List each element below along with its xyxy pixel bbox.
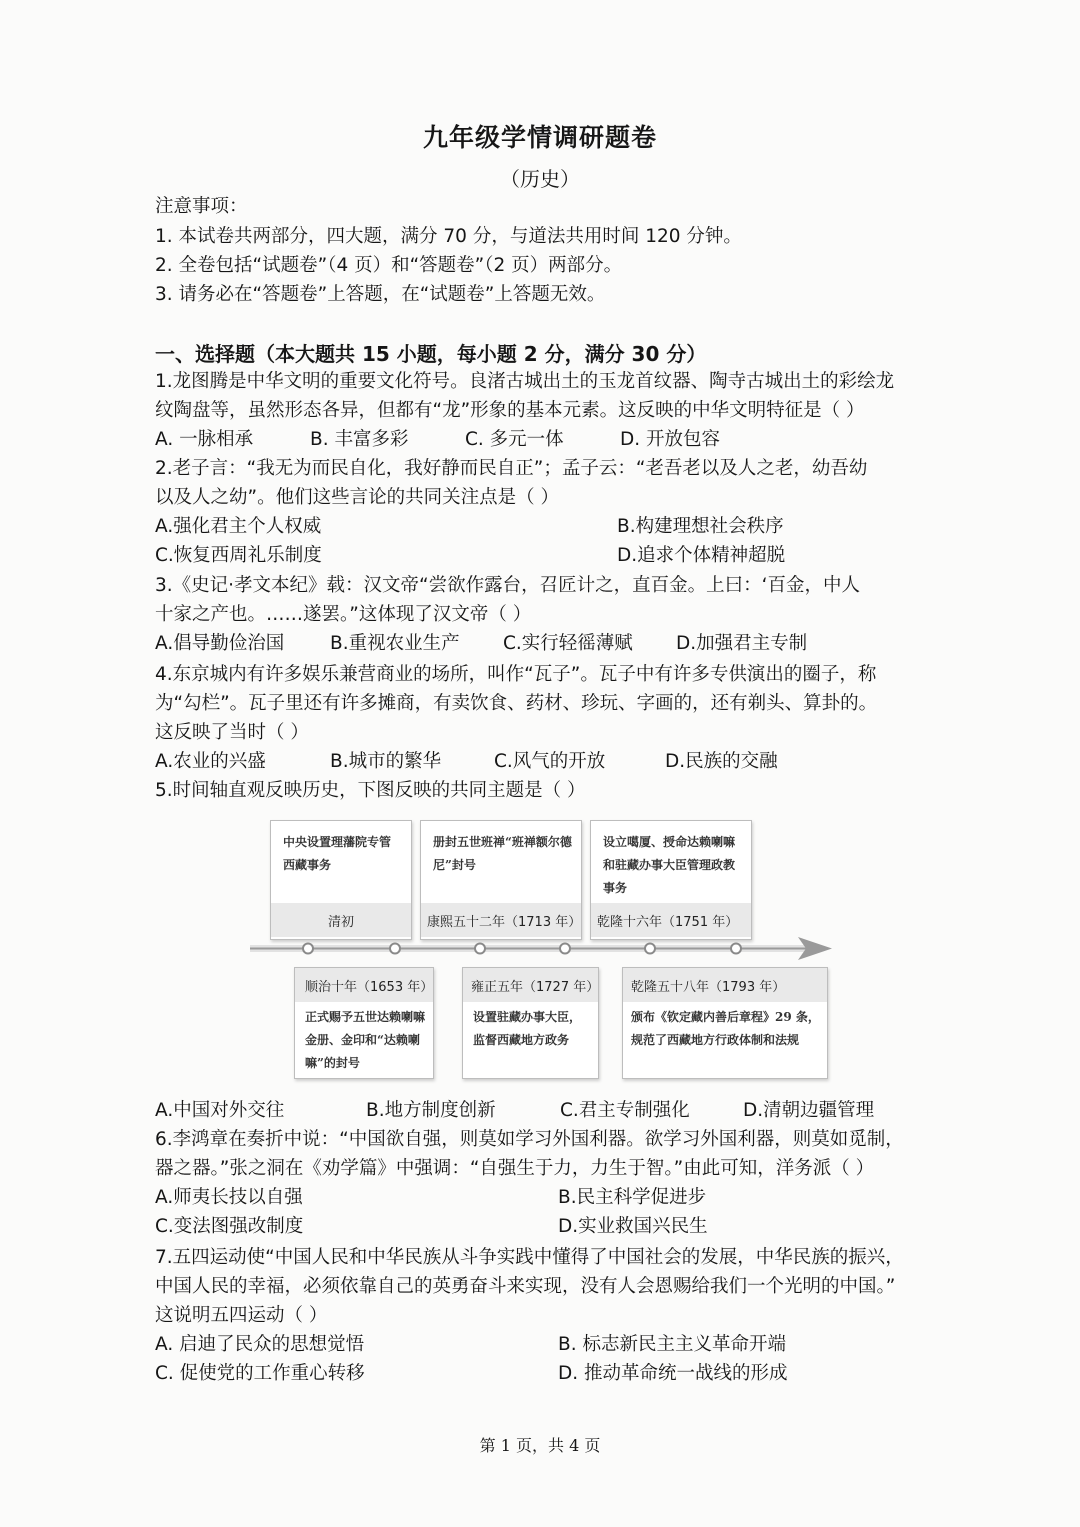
q1-option-a: A. 一脉相承 <box>155 429 254 450</box>
question-4-line: 这反映了当时（ ） <box>155 722 309 743</box>
question-7-line: 7.五四运动使“中国人民和中华民族从斗争实践中懂得了中国社会的发展，中华民族的振兴， <box>155 1247 904 1268</box>
q3-option-d: D.加强君主专制 <box>676 633 808 654</box>
timeline-event-text: 册封五世班禅“班禅额尔德尼”封号 <box>433 835 572 872</box>
q7-option-d: D. 推动革命统一战线的形成 <box>558 1363 788 1384</box>
q4-option-b: B.城市的繁华 <box>330 751 442 772</box>
q5-option-a: A.中国对外交往 <box>155 1100 285 1121</box>
notes-heading: 注意事项： <box>155 196 248 217</box>
q6-option-a: A.师夷长技以自强 <box>155 1187 303 1208</box>
timeline-event-text: 设立噶厦、授命达赖喇嘛和驻藏办事大臣管理政教事务 <box>603 835 736 895</box>
q4-option-c: C.风气的开放 <box>494 751 606 772</box>
q1-option-d: D. 开放包容 <box>620 429 721 450</box>
q7-option-a: A. 启迪了民众的思想觉悟 <box>155 1334 365 1355</box>
timeline-date-label: 雍正五年（1727 年） <box>471 980 600 995</box>
q6-option-c: C.变法图强改制度 <box>155 1216 304 1237</box>
q3-option-b: B.重视农业生产 <box>330 633 460 654</box>
timeline-card-bottom-2 <box>462 967 599 1079</box>
timeline-card-top-3 <box>590 820 752 940</box>
question-6-line: 器之器。”张之洞在《劝学篇》中强调：“自强生于力，力生于智。”由此可知，洋务派（ ） <box>155 1158 875 1179</box>
q5-option-d: D.清朝边疆管理 <box>743 1100 875 1121</box>
page-subtitle: （历史） <box>500 167 580 191</box>
question-5-line: 5.时间轴直观反映历史，下图反映的共同主题是（ ） <box>155 780 586 801</box>
timeline-card-bottom-3 <box>622 967 828 1079</box>
question-6-line: 6.李鸿章在奏折中说：“中国欲自强，则莫如学习外国利器。欲学习外国利器，则莫如觅制， <box>155 1129 904 1150</box>
q2-option-b: B.构建理想社会秩序 <box>617 516 784 537</box>
question-1-line: 1.龙图腾是中华文明的重要文化符号。良渚古城出土的玉龙首纹器、陶寺古城出土的彩绘龙 <box>155 371 895 392</box>
timeline-date-label: 康熙五十二年（1713 年） <box>427 915 582 930</box>
page-number: 第 1 页，共 4 页 <box>479 1436 601 1455</box>
timeline-date-label: 清初 <box>327 915 354 930</box>
timeline-card-top-2 <box>420 820 582 940</box>
section-heading: 一、选择题（本大题共 15 小题，每小题 2 分，满分 30 分） <box>155 342 707 366</box>
timeline-event-text: 设置驻藏办事大臣，监督西藏地方政务 <box>473 1010 582 1047</box>
question-4-line: 为“勾栏”。瓦子里还有许多摊商，有卖饮食、药材、珍玩、字画的，还有剃头、算卦的。 <box>155 693 878 714</box>
timeline-event-text: 正式赐予五世达赖喇嘛金册、金印和“达赖喇嘛”的封号 <box>305 1010 426 1070</box>
q4-option-a: A.农业的兴盛 <box>155 751 266 772</box>
timeline-node <box>303 944 313 954</box>
question-7-line: 中国人民的幸福，必须依靠自己的英勇奋斗来实现，没有人会恩赐给我们一个光明的中国。” <box>155 1276 896 1297</box>
question-2-line: 以及人之幼”。他们这些言论的共同关注点是（ ） <box>155 487 559 508</box>
q5-option-b: B.地方制度创新 <box>366 1100 496 1121</box>
question-3-line: 3.《史记·孝文本纪》载：汉文帝“尝欲作露台，召匠计之，直百金。上曰：‘百金，中人 <box>155 575 860 596</box>
timeline-node <box>475 944 485 954</box>
timeline-card-top-1 <box>270 820 412 940</box>
note-item: 3. 请务必在“答题卷”上答题，在“试题卷”上答题无效。 <box>155 284 606 305</box>
page-title: 九年级学情调研题卷 <box>422 123 657 152</box>
q7-option-c: C. 促使党的工作重心转移 <box>155 1363 365 1384</box>
question-3-line: 十家之产也。……遂罢。”这体现了汉文帝（ ） <box>155 604 532 625</box>
timeline-date-label: 乾隆五十八年（1793 年） <box>631 980 786 995</box>
timeline-node <box>645 944 655 954</box>
note-item: 2. 全卷包括“试题卷”（4 页）和“答题卷”（2 页）两部分。 <box>155 255 623 276</box>
timeline-node <box>560 944 570 954</box>
note-item: 1. 本试卷共两部分，四大题，满分 70 分，与道法共用时间 120 分钟。 <box>155 226 742 247</box>
timeline-card-bottom-1 <box>294 967 434 1079</box>
q7-option-b: B. 标志新民主主义革命开端 <box>558 1334 786 1355</box>
q3-option-a: A.倡导勤俭治国 <box>155 633 285 654</box>
timeline-event-text: 中央设置理藩院专管西藏事务 <box>283 835 392 872</box>
timeline-node <box>731 944 741 954</box>
q1-option-c: C. 多元一体 <box>465 429 564 450</box>
timeline-date-label: 顺治十年（1653 年） <box>305 980 434 995</box>
q6-option-b: B.民主科学促进步 <box>558 1187 707 1208</box>
q2-option-c: C.恢复西周礼乐制度 <box>155 545 322 566</box>
timeline-figure <box>250 815 850 1085</box>
question-1-line: 纹陶盘等，虽然形态各异，但都有“龙”形象的基本元素。这反映的中华文明特征是（ ） <box>155 400 865 421</box>
timeline-event-text: 颁布《钦定藏内善后章程》29 条，规范了西藏地方行政体制和法规 <box>631 1010 820 1047</box>
timeline-axis <box>250 935 850 965</box>
q6-option-d: D.实业救国兴民生 <box>558 1216 708 1237</box>
question-4-line: 4.东京城内有许多娱乐兼营商业的场所，叫作“瓦子”。瓦子中有许多专供演出的圈子，称 <box>155 664 877 685</box>
q5-option-c: C.君主专制强化 <box>560 1100 690 1121</box>
q2-option-d: D.追求个体精神超脱 <box>617 545 786 566</box>
timeline-node <box>390 944 400 954</box>
question-7-line: 这说明五四运动（ ） <box>155 1305 328 1326</box>
q4-option-d: D.民族的交融 <box>665 751 778 772</box>
q3-option-c: C.实行轻徭薄赋 <box>503 633 633 654</box>
q2-option-a: A.强化君主个人权威 <box>155 516 322 537</box>
q1-option-b: B. 丰富多彩 <box>310 429 409 450</box>
question-2-line: 2.老子言：“我无为而民自化，我好静而民自正”；孟子云：“老吾老以及人之老，幼吾幼 <box>155 458 868 479</box>
timeline-date-label: 乾隆十六年（1751 年） <box>597 915 739 930</box>
